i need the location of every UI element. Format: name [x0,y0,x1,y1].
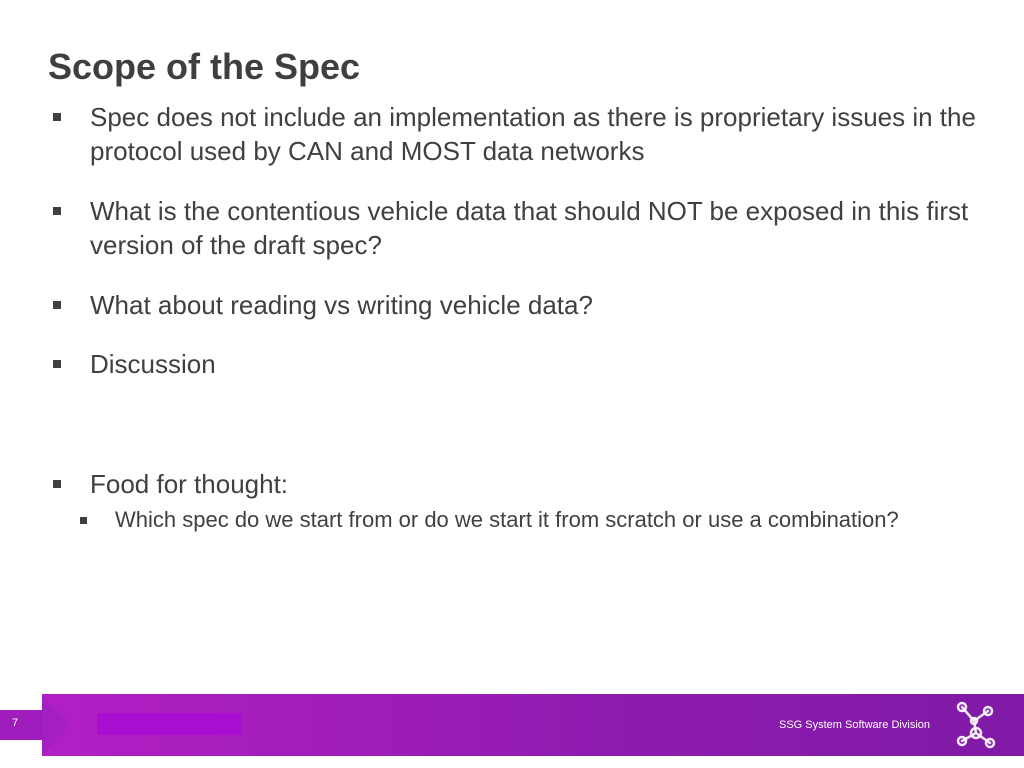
bullet-text: Food for thought: [90,469,289,499]
bullet-item [90,347,1010,381]
bullet-text: Spec does not include an implementation as there is proprietary issues in the protocol used by CAN and MOST data networks [90,102,976,166]
square-bullet-icon [53,207,61,215]
bullet-text: Discussion [90,349,216,379]
division-label: SSG System Software Division [779,719,930,731]
bullet-item [90,467,1010,501]
molecule-logo-icon [950,699,1000,751]
footer-bar [0,694,1024,756]
square-bullet-icon [53,360,61,368]
footer-arrow-shape [42,694,70,756]
bullet-item [90,288,1010,322]
square-bullet-icon [53,113,61,121]
bullet-item [90,100,1010,168]
square-bullet-icon [80,517,87,524]
slide-title: Scope of the Spec [48,46,361,87]
sub-bullet-text: Which spec do we start from or do we start it from scratch or use a combination? [115,507,899,532]
footer-placeholder-box [97,713,242,735]
page-number: 7 [12,717,19,729]
bullet-text: What is the contentious vehicle data that should NOT be exposed in this first version of the draft spec? [90,196,969,260]
page-number-tab [0,710,42,740]
bullet-text: What about reading vs writing vehicle data? [90,290,593,320]
sub-bullet-item [115,505,915,535]
square-bullet-icon [53,480,61,488]
bullet-item [90,194,1010,262]
square-bullet-icon [53,301,61,309]
